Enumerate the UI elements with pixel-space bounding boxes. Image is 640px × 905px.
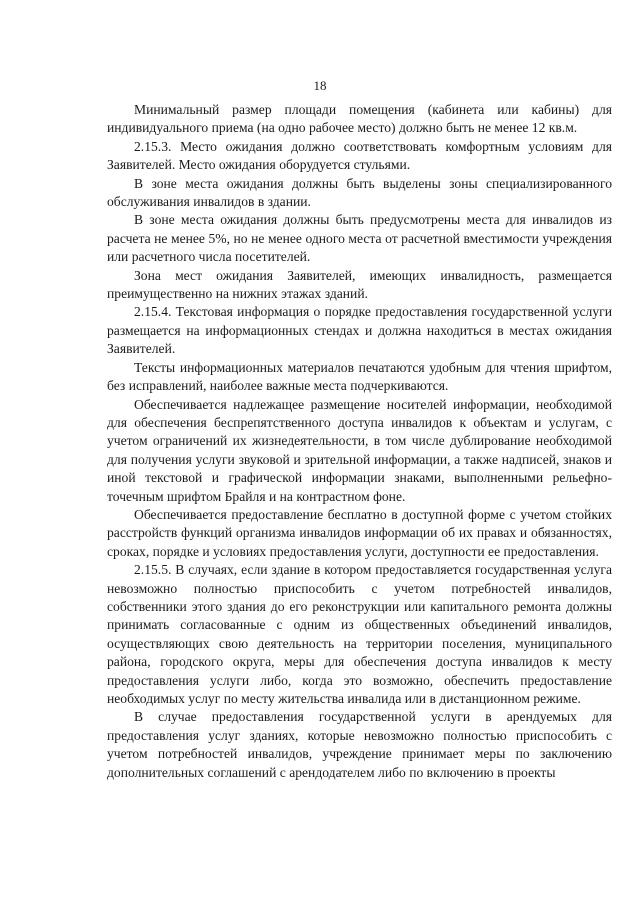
paragraph-min-area: Минимальный размер площади помещения (кабинета или кабины) для индивидуального приема (на одно рабочее место) должно быть не менее 12 кв.м.: [107, 102, 612, 136]
paragraph-seats-for-disabled: В зоне места ожидания должны быть предусмотрены места для инвалидов из расчета не менее 5%, но не менее одного места от расчетной вместимости учреждения или расчетного числа посетителей.: [107, 212, 612, 265]
paragraph-special-zones: В зоне места ожидания должны быть выделены зоны специализированного обслуживания инвалидов в здании.: [107, 175, 612, 210]
document-body: [107, 101, 612, 782]
paragraph-2-15-5: 2.15.5. В случаях, если здание в котором предоставляется государственная услуга невозможно полностью приспособить с учетом потребностей инвалидов, собственники этого здания до его реконструкции или капитального ремонта должны принимать согласованные с одним из общественных объединений инвалидов, осуществляющих свою деятельность на территории поселения, муниципального района, городского округа, меры для обеспечения доступа инвалидов к месту предоставления услуги либо, когда это возможно, обеспечить предоставление необходимых услуг по месту жительства инвалида или в дистанционном режиме.: [107, 562, 612, 706]
page-number: 18: [313, 78, 327, 93]
paragraph-2-15-4: 2.15.4. Текстовая информация о порядке предоставления государственной услуги размещается на информационных стендах и должна находиться в местах ожидания Заявителей.: [107, 304, 612, 357]
paragraph-leased-buildings: В случае предоставления государственной услуги в арендуемых для предоставления услуг зданиях, которые невозможно полностью приспособить с учетом потребностей инвалидов, учреждение принимает меры по заключению дополнительных соглашений с арендодателем либо по включению в проекты: [107, 709, 612, 780]
paragraph-printed-texts: Тексты информационных материалов печатаются удобным для чтения шрифтом, без исправлений, наиболее важные места подчеркиваются.: [107, 359, 612, 394]
paragraph-information-placement: Обеспечивается надлежащее размещение носителей информации, необходимой для обеспечения беспрепятственного доступа инвалидов к объектам и услугам, с учетом ограничений их жизнедеятельности, в том числе дублирование необходимой для получения услуги звуковой и зрительной информации, а также надписей, знаков и иной текстовой и графической информации знаками, выполненными рельефно-точечным шрифтом Брайля и на контрастном фоне.: [107, 396, 612, 504]
paragraph-free-information: Обеспечивается предоставление бесплатно в доступной форме с учетом стойких расстройств функций организма инвалидов информации об их правах и обязанностях, сроках, порядке и условиях предоставления услуги, доступности ее предоставления.: [107, 506, 612, 559]
paragraph-2-15-3: 2.15.3. Место ожидания должно соответствовать комфортным условиям для Заявителей. Место ожидания оборудуется стульями.: [107, 138, 612, 173]
paragraph-lower-floors: Зона мест ожидания Заявителей, имеющих инвалидность, размещается преимущественно на нижних этажах зданий.: [107, 267, 612, 302]
